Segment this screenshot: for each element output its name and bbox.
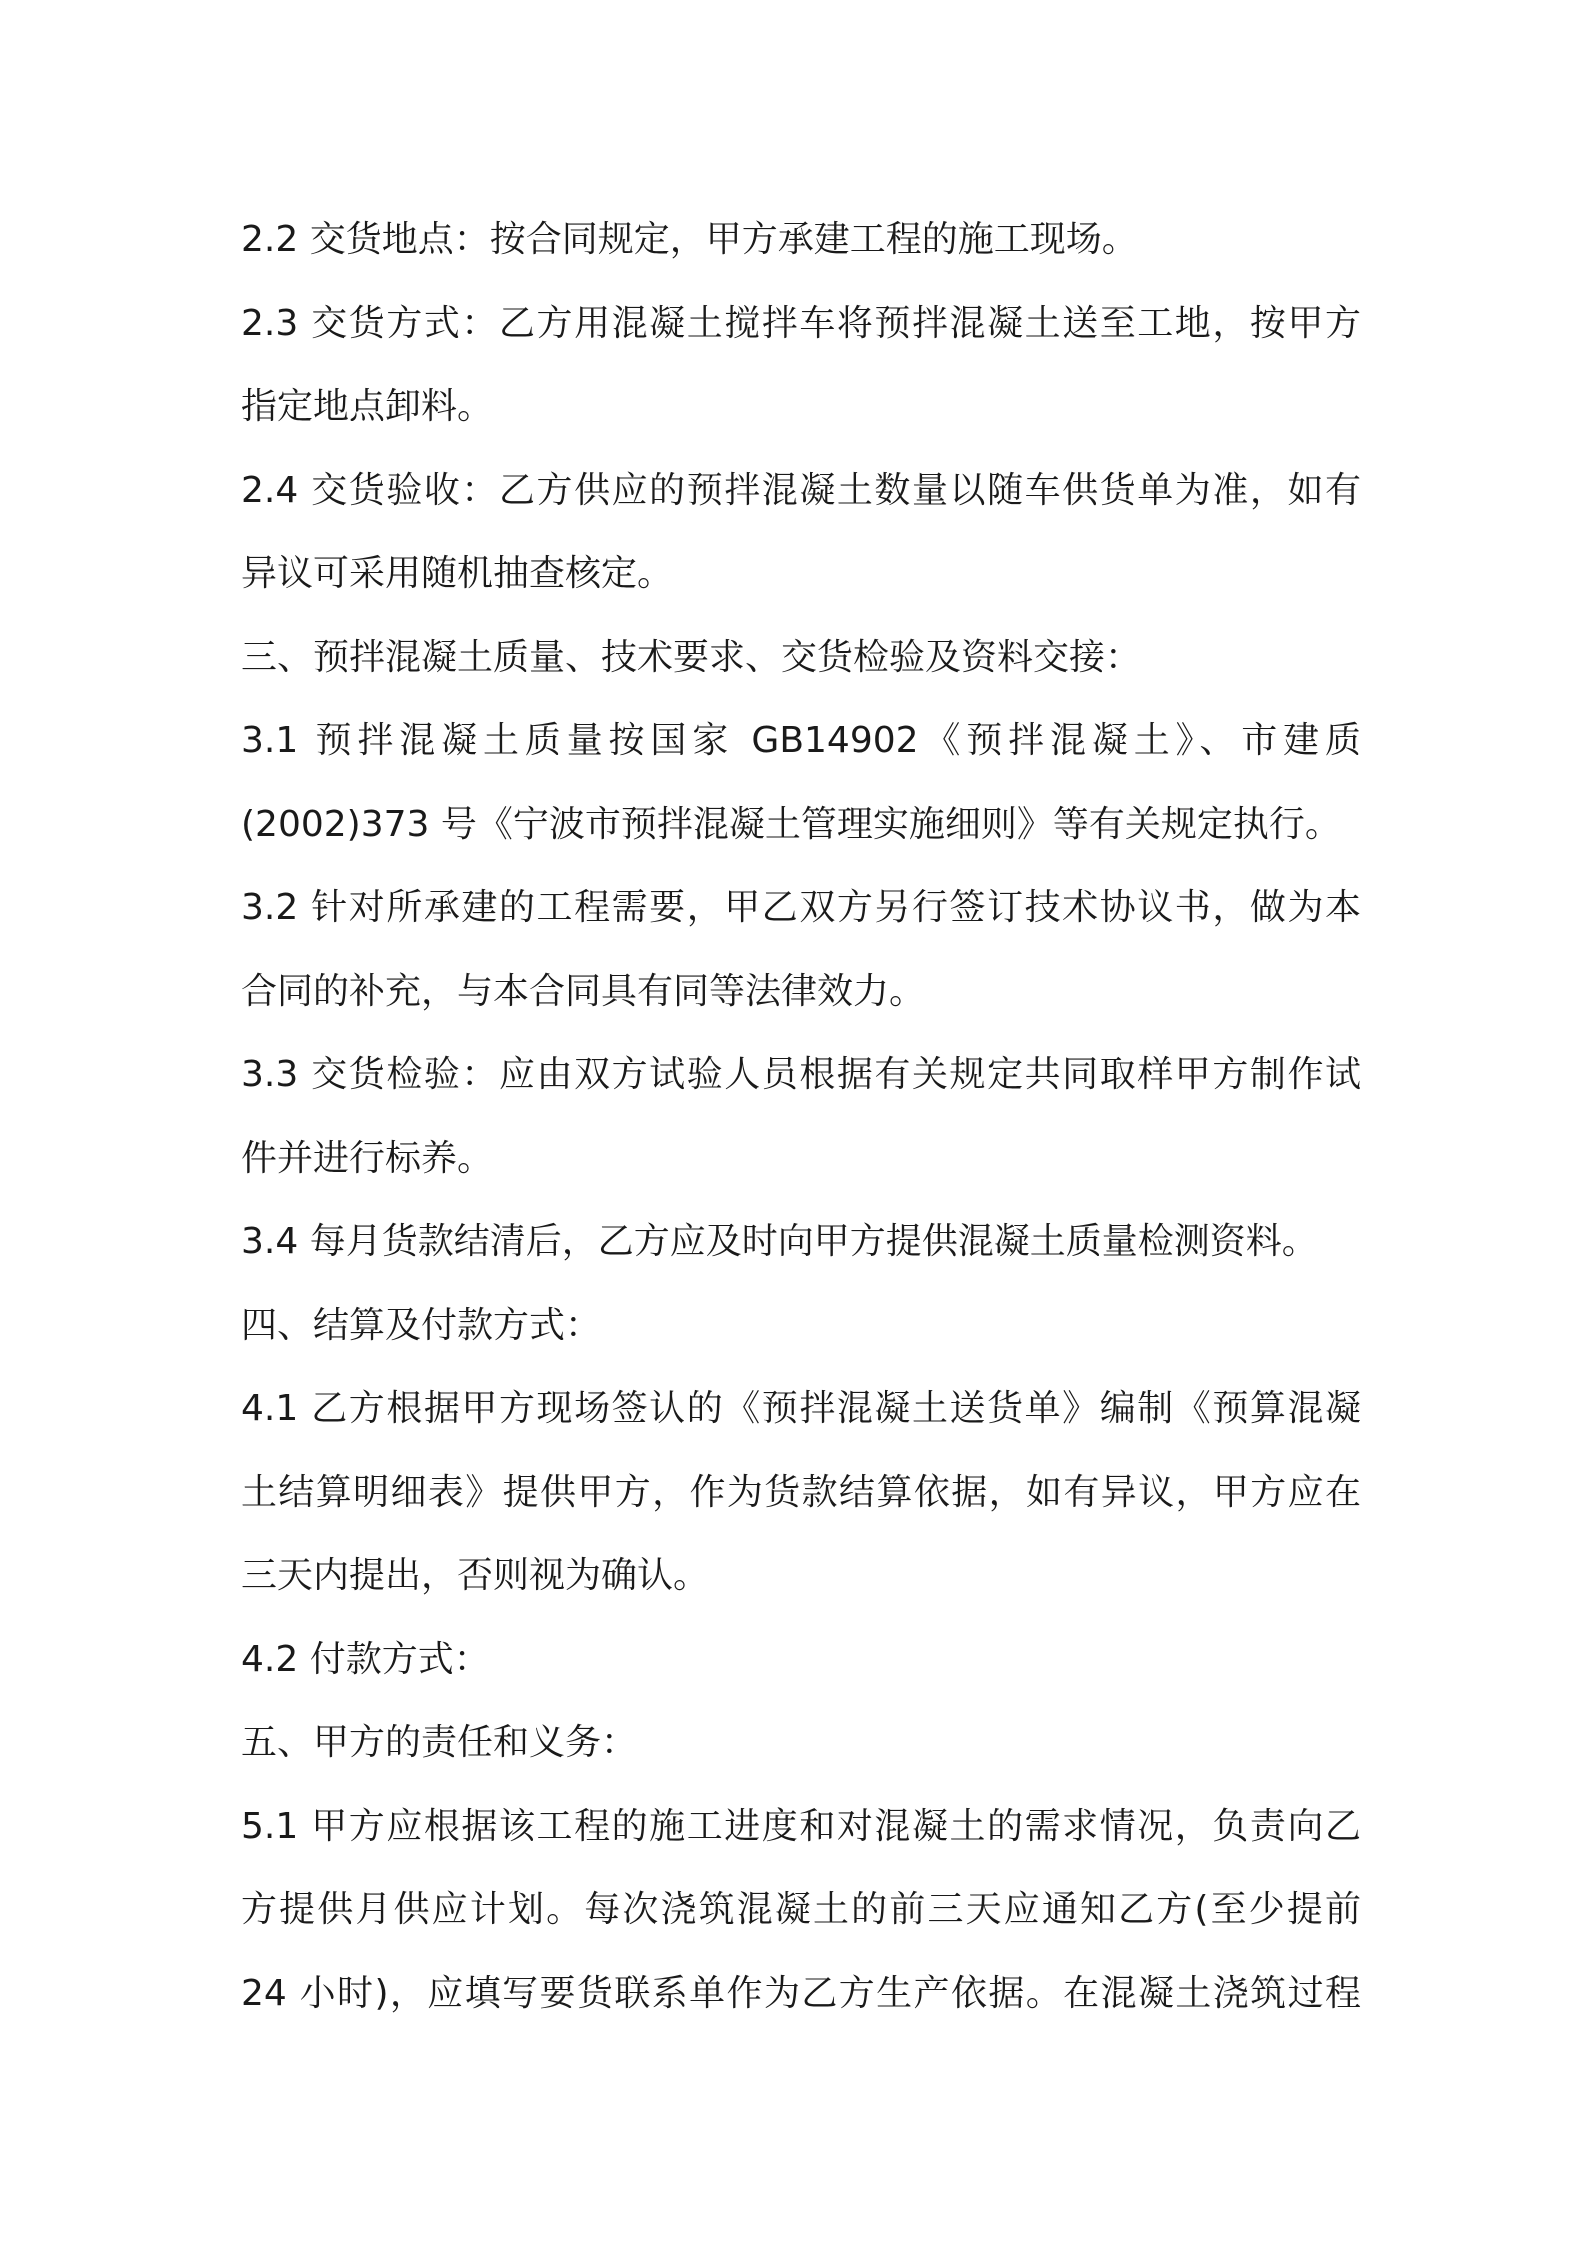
text-line: 3.2 针对所承建的工程需要，甲乙双方另行签订技术协议书，做为本	[241, 887, 1361, 928]
text-line: 异议可采用随机抽查核定。	[241, 553, 674, 594]
text-line: 24 小时)，应填写要货联系单作为乙方生产依据。在混凝土浇筑过程	[241, 1972, 1361, 2014]
text-line: 三天内提出，否则视为确认。	[241, 1555, 710, 1596]
text-line: 5.1 甲方应根据该工程的施工进度和对混凝土的需求情况，负责向乙	[241, 1805, 1361, 1847]
text-line: 4.2 付款方式：	[241, 1638, 490, 1680]
section-heading: 三、预拌混凝土质量、技术要求、交货检验及资料交接：	[241, 636, 1142, 678]
text-line: (2002)373 号《宁波市预拌混凝土管理实施细则》等有关规定执行。	[241, 803, 1341, 845]
text-line: 2.3 交货方式：乙方用混凝土搅拌车将预拌混凝土送至工地，按甲方	[241, 302, 1361, 344]
text-line: 件并进行标养。	[241, 1137, 494, 1179]
text-line: 土结算明细表》提供甲方，作为货款结算依据，如有异议，甲方应在	[241, 1471, 1361, 1513]
text-line: 3.4 每月货款结清后，乙方应及时向甲方提供混凝土质量检测资料。	[241, 1221, 1318, 1262]
text-line: 合同的补充，与本合同具有同等法律效力。	[241, 970, 926, 1012]
text-line: 3.1 预拌混凝土质量按国家 GB14902《预拌混凝土》、市建质	[241, 720, 1361, 761]
text-line: 4.1 乙方根据甲方现场签认的《预拌混凝土送货单》编制《预算混凝	[241, 1388, 1361, 1429]
text-line: 3.3 交货检验：应由双方试验人员根据有关规定共同取样甲方制作试	[241, 1054, 1361, 1095]
contract-text-body	[241, 198, 1361, 2035]
section-heading: 四、结算及付款方式：	[241, 1304, 602, 1346]
text-line: 方提供月供应计划。每次浇筑混凝土的前三天应通知乙方(至少提前	[241, 1889, 1361, 1930]
text-line: 2.2 交货地点：按合同规定，甲方承建工程的施工现场。	[241, 219, 1138, 260]
text-line: 指定地点卸料。	[241, 386, 494, 427]
section-heading: 五、甲方的责任和义务：	[241, 1722, 638, 1763]
text-line: 2.4 交货验收：乙方供应的预拌混凝土数量以随车供货单为准，如有	[241, 469, 1361, 511]
